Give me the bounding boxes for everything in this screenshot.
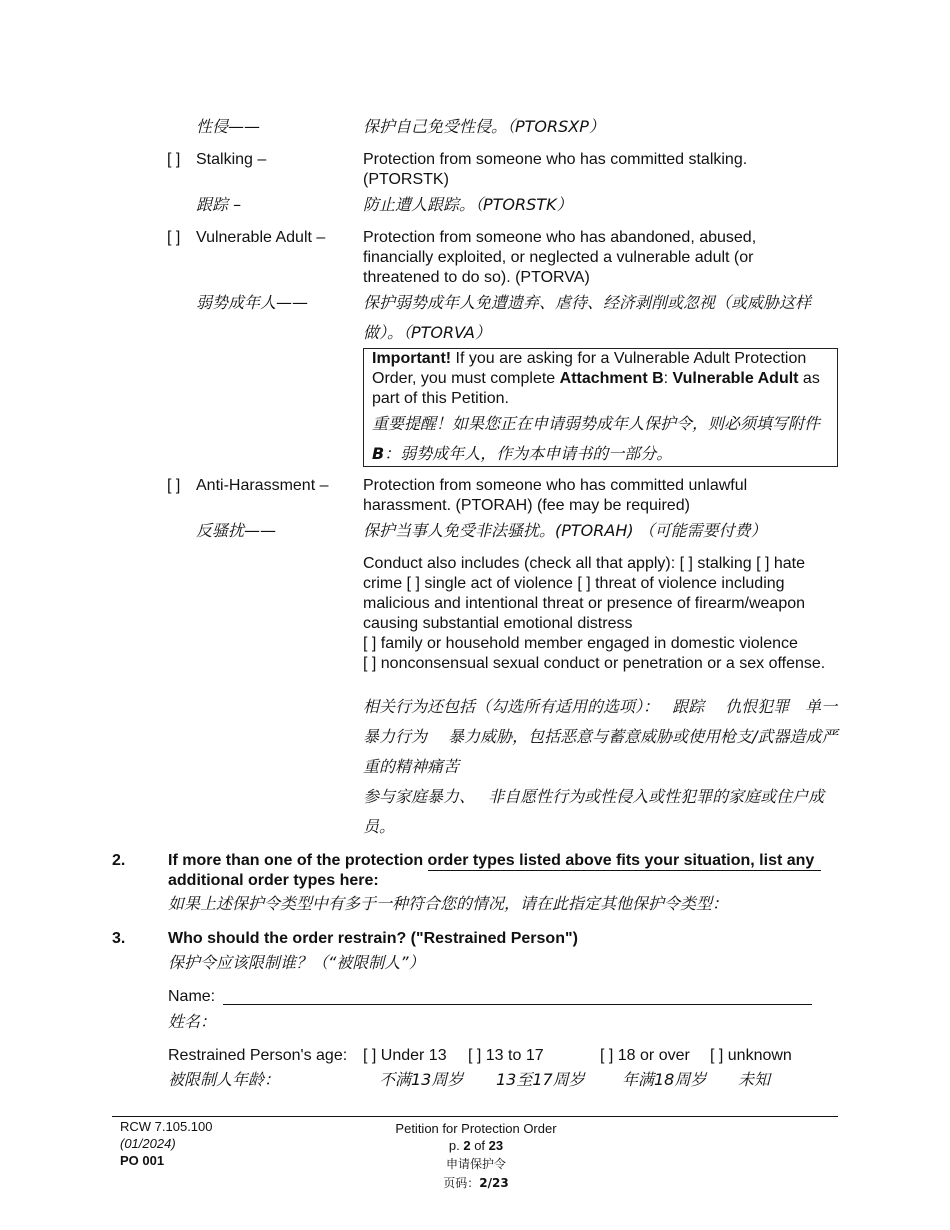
vulnerable-adult-checkbox[interactable]: [ ] [167,229,181,246]
footer-center [376,1120,576,1192]
conduct-options-zh: 相关行为还包括（勾选所有适用的选项）： 跟踪 仇恨犯罪 单一暴力行为 暴力威胁，包括恶意与蓄意威胁或使用枪支/武器造成严重的精神痛苦 [363,697,838,776]
name-label: Name: [168,988,216,1005]
stalking-desc-zh: 防止遭人跟踪。（PTORSTK） [363,195,573,214]
anti-harassment-desc-zh: 保护当事人免受非法骚扰。(PTORAH) （可能需要付费） [363,521,767,540]
age-option-unknown[interactable]: [ ] unknown [710,1047,792,1064]
stalking-checkbox[interactable]: [ ] [167,151,181,168]
age-option-18-or-over-zh: 年满18周岁 [622,1070,707,1089]
important-notice-text-zh: 重要提醒！如果您正在申请弱势成年人保护令，则必须填写附件 B：弱势成年人，作为本申请书的一部分。 [372,414,821,463]
important-notice-text: Important! If you are asking for a Vulnerable Adult Protection Order, you must complete Attachment B: Vulnerable Adult as part of this Petition. [372,350,820,407]
footer-page: p. 2 of 23 [448,1138,504,1153]
name-field[interactable] [223,1004,812,1005]
age-label: Restrained Person's age: [168,1047,348,1064]
q3-text: Who should the order restrain? ("Restrained Person") [168,930,578,947]
conduct-family-member[interactable]: [ ] family or household member engaged in domestic violence [363,635,798,652]
age-option-13-to-17-zh: 13至17周岁 [496,1070,585,1089]
important-notice-box [363,348,838,467]
sexual-assault-label-zh: 性侵—— [196,117,261,136]
q2-additional-types-field[interactable] [428,870,821,871]
anti-harassment-checkbox[interactable]: [ ] [167,477,181,494]
footer-title-zh: 申请保护令 [445,1157,506,1171]
anti-harassment-label: Anti-Harassment – [196,477,329,494]
vulnerable-adult-label-zh: 弱势成年人—— [196,293,309,312]
footer-left [120,1118,213,1169]
footer-divider [112,1116,838,1117]
vulnerable-adult-desc-zh: 保护弱势成年人免遭遗弃、虐待、经济剥削或忽视（或威胁这样做）。（PTORVA） [363,293,812,342]
attachment-b-label: Attachment B [559,370,664,387]
age-option-under-13[interactable]: [ ] Under 13 [363,1047,447,1064]
age-option-under-13-zh: 不满13周岁 [379,1070,464,1089]
q2-number: 2. [112,852,126,869]
q3-text-zh: 保护令应该限制谁？（“被限制人”） [168,953,425,972]
name-label-zh: 姓名： [168,1012,217,1031]
sexual-assault-desc-zh: 保护自己免受性侵。（PTORSXP） [363,117,605,136]
vulnerable-adult-desc: Protection from someone who has abandoned, abused, financially exploited, or neglected a vulnerable adult (or threatened to do so). (PTORVA) [363,229,757,286]
q3-number: 3. [112,930,126,947]
age-option-13-to-17[interactable]: [ ] 13 to 17 [468,1047,544,1064]
vulnerable-adult-label: Vulnerable Adult – [196,229,326,246]
important-label: Important! [372,350,452,367]
stalking-label-zh: 跟踪 – [196,195,242,214]
age-option-unknown-zh: 未知 [738,1070,771,1089]
anti-harassment-label-zh: 反骚扰—— [196,521,277,540]
conduct-nonconsensual[interactable]: [ ] nonconsensual sexual conduct or penetration or a sex offense. [363,655,826,672]
footer-title: Petition for Protection Order [395,1121,557,1136]
footer-page-zh: 页码：2/23 [443,1176,509,1190]
footer-date: (01/2024) [120,1136,176,1151]
age-option-18-or-over[interactable]: [ ] 18 or over [600,1047,690,1064]
q2-text-zh: 如果上述保护令类型中有多于一种符合您的情况，请在此指定其他保护令类型： [168,894,729,913]
q2-text: If more than one of the protection order types listed above fits your situation, list any additional order types here: [168,852,815,889]
anti-harassment-desc: Protection from someone who has committed unlawful harassment. (PTORAH) (fee may be required) [363,477,748,514]
conduct-family-zh: 参与家庭暴力、 非自愿性行为或性侵入或性犯罪的家庭或住户成员。 [363,787,825,836]
footer-rcw: RCW 7.105.100 [120,1119,213,1134]
age-label-zh: 被限制人年龄： [168,1070,281,1089]
footer-form-number: PO 001 [120,1153,165,1168]
stalking-label: Stalking – [196,151,267,168]
conduct-options[interactable]: Conduct also includes (check all that apply): [ ] stalking [ ] hate crime [ ] single act of violence [ ] threat of violence including malicious and intentional threat or presence of firearm/weapon causing substantial emotional distress [363,555,806,632]
stalking-desc: Protection from someone who has committed stalking. (PTORSTK) [363,151,748,188]
vulnerable-adult-bold: Vulnerable Adult [672,370,799,387]
